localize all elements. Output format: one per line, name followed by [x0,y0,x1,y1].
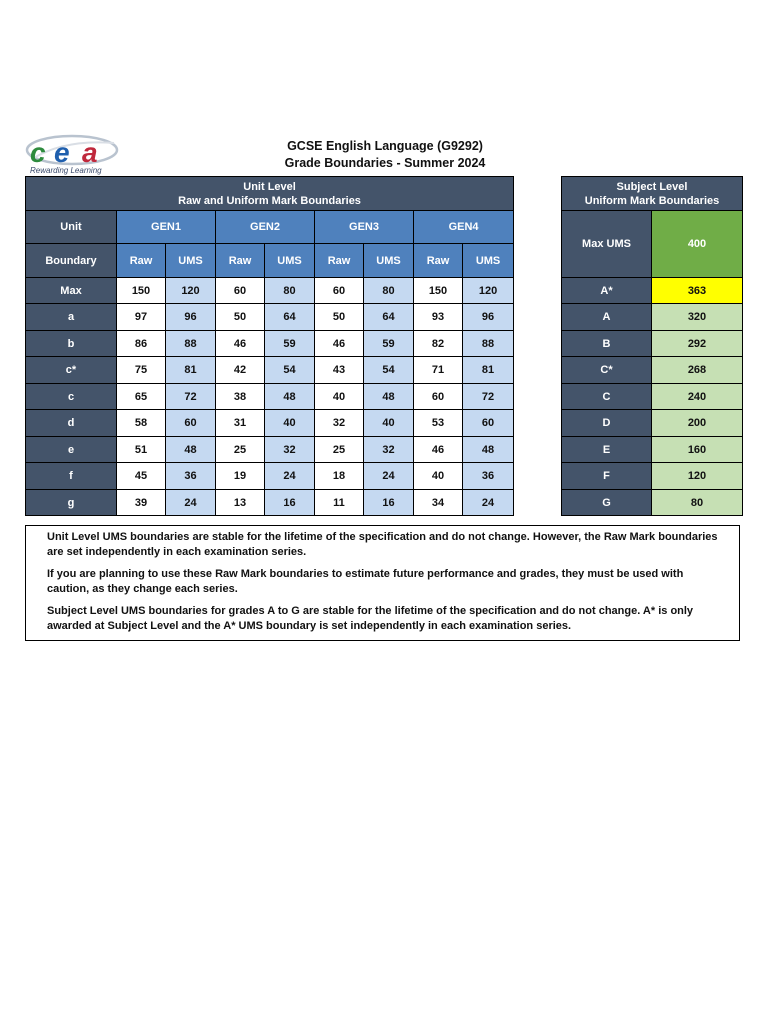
boundary-row [26,437,514,463]
subject-grade-label: E [562,437,652,463]
boundary-row [26,463,514,490]
svg-text:e: e [54,137,70,168]
raw-mark-cell: 40 [315,384,364,410]
ums-mark-cell: 54 [364,357,414,384]
ums-mark-cell: 24 [463,490,514,516]
raw-col-header: Raw [117,244,166,278]
subject-grade-ums: 320 [652,304,743,331]
svg-text:c: c [30,137,46,168]
ums-col-header: UMS [265,244,315,278]
ums-mark-cell: 48 [463,437,514,463]
ums-mark-cell: 120 [166,278,216,304]
raw-mark-cell: 18 [315,463,364,490]
boundary-row [26,304,514,331]
ums-mark-cell: 48 [364,384,414,410]
subject-grade-row [562,410,743,437]
ums-col-header: UMS [166,244,216,278]
subject-grade-row [562,437,743,463]
note-paragraph: Subject Level UMS boundaries for grades A to G are stable for the lifetime of the specification and do not change. A* is only awarded at Subject Level and the A* UMS boundary is set independently in each examination series. [47,605,694,632]
raw-mark-cell: 19 [216,463,265,490]
subject-grade-row [562,357,743,384]
raw-mark-cell: 75 [117,357,166,384]
raw-mark-cell: 53 [414,410,463,437]
raw-mark-cell: 46 [216,331,265,357]
raw-mark-cell: 13 [216,490,265,516]
raw-mark-cell: 46 [315,331,364,357]
ums-mark-cell: 64 [364,304,414,331]
subject-grade-ums: 80 [652,490,743,516]
raw-mark-cell: 42 [216,357,265,384]
unit-gen4: GEN4 [414,211,514,244]
ums-mark-cell: 59 [364,331,414,357]
boundary-row-label: c* [26,357,117,384]
subject-grade-ums: 363 [652,278,743,304]
ums-mark-cell: 48 [166,437,216,463]
subject-grade-row [562,278,743,304]
boundary-row [26,278,514,304]
raw-mark-cell: 150 [117,278,166,304]
subject-grade-label: A* [562,278,652,304]
unit-gen1: GEN1 [117,211,216,244]
max-ums-value: 400 [652,211,743,278]
boundary-row-label: f [26,463,117,490]
ums-mark-cell: 54 [265,357,315,384]
boundary-row-label: g [26,490,117,516]
ums-mark-cell: 48 [265,384,315,410]
subject-grade-label: B [562,331,652,357]
unit-gen3: GEN3 [315,211,414,244]
boundary-row-label: Max [26,278,117,304]
raw-mark-cell: 51 [117,437,166,463]
subject-grade-label: D [562,410,652,437]
boundary-row [26,410,514,437]
raw-mark-cell: 39 [117,490,166,516]
subject-grade-row [562,490,743,516]
raw-mark-cell: 38 [216,384,265,410]
subject-grade-row [562,304,743,331]
raw-mark-cell: 50 [315,304,364,331]
ums-mark-cell: 60 [166,410,216,437]
ums-mark-cell: 60 [463,410,514,437]
ums-mark-cell: 88 [463,331,514,357]
subject-grade-ums: 268 [652,357,743,384]
ums-mark-cell: 16 [364,490,414,516]
ums-mark-cell: 24 [166,490,216,516]
raw-mark-cell: 86 [117,331,166,357]
page-title [220,138,550,172]
note-paragraph: Unit Level UMS boundaries are stable for the lifetime of the specification and do not change. However, the Raw Mark boundaries are set independently in each examination series. [47,531,718,558]
ums-mark-cell: 81 [166,357,216,384]
raw-mark-cell: 60 [216,278,265,304]
raw-mark-cell: 45 [117,463,166,490]
subject-grade-row [562,384,743,410]
boundary-row-label: a [26,304,117,331]
subject-grade-label: C [562,384,652,410]
unit-label: Unit [26,211,117,244]
ums-mark-cell: 120 [463,278,514,304]
unit-level-header-line2: Raw and Uniform Mark Boundaries [178,194,361,207]
boundary-row [26,357,514,384]
ums-mark-cell: 32 [265,437,315,463]
ums-col-header: UMS [463,244,514,278]
boundary-label: Boundary [26,244,117,278]
ums-mark-cell: 36 [463,463,514,490]
subject-grade-row [562,463,743,490]
subject-grade-label: G [562,490,652,516]
logo-tagline: Rewarding Learning [30,166,102,175]
ums-mark-cell: 80 [265,278,315,304]
raw-mark-cell: 60 [414,384,463,410]
title-line-2: Grade Boundaries - Summer 2024 [284,156,486,170]
subject-grade-ums: 200 [652,410,743,437]
unit-level-header [26,177,514,211]
ums-mark-cell: 96 [166,304,216,331]
ums-mark-cell: 40 [364,410,414,437]
unit-gen2: GEN2 [216,211,315,244]
boundary-row [26,490,514,516]
subject-grade-ums: 120 [652,463,743,490]
raw-mark-cell: 34 [414,490,463,516]
ums-mark-cell: 81 [463,357,514,384]
raw-mark-cell: 50 [216,304,265,331]
raw-mark-cell: 60 [315,278,364,304]
raw-col-header: Raw [315,244,364,278]
raw-mark-cell: 150 [414,278,463,304]
boundary-row [26,331,514,357]
ums-mark-cell: 72 [463,384,514,410]
ums-col-header: UMS [364,244,414,278]
boundary-row-label: c [26,384,117,410]
raw-mark-cell: 31 [216,410,265,437]
subject-grade-row [562,331,743,357]
raw-mark-cell: 43 [315,357,364,384]
ums-mark-cell: 40 [265,410,315,437]
raw-mark-cell: 93 [414,304,463,331]
ums-mark-cell: 59 [265,331,315,357]
subject-level-header [562,177,743,211]
ums-mark-cell: 24 [364,463,414,490]
raw-mark-cell: 25 [315,437,364,463]
raw-mark-cell: 65 [117,384,166,410]
raw-mark-cell: 97 [117,304,166,331]
raw-col-header: Raw [414,244,463,278]
ums-mark-cell: 72 [166,384,216,410]
subject-grade-ums: 240 [652,384,743,410]
unit-level-table [25,176,514,516]
raw-mark-cell: 32 [315,410,364,437]
ums-mark-cell: 36 [166,463,216,490]
ums-mark-cell: 88 [166,331,216,357]
boundary-row-label: e [26,437,117,463]
max-ums-label: Max UMS [562,211,652,278]
ums-mark-cell: 96 [463,304,514,331]
notes-box [25,525,740,641]
svg-text:a: a [82,137,98,168]
subject-level-table [561,176,743,516]
raw-mark-cell: 46 [414,437,463,463]
subject-level-header-line1: Subject Level [616,180,688,193]
subject-grade-label: F [562,463,652,490]
ums-mark-cell: 80 [364,278,414,304]
raw-mark-cell: 40 [414,463,463,490]
subject-level-header-line2: Uniform Mark Boundaries [584,194,720,207]
subject-grade-ums: 292 [652,331,743,357]
unit-level-header-line1: Unit Level [243,180,296,193]
subject-grade-label: C* [562,357,652,384]
boundary-row-label: d [26,410,117,437]
subject-grade-ums: 160 [652,437,743,463]
title-line-1: GCSE English Language (G9292) [287,139,483,153]
raw-mark-cell: 58 [117,410,166,437]
subject-grade-label: A [562,304,652,331]
ums-mark-cell: 24 [265,463,315,490]
ums-mark-cell: 64 [265,304,315,331]
raw-mark-cell: 25 [216,437,265,463]
ums-mark-cell: 16 [265,490,315,516]
boundary-row-label: b [26,331,117,357]
ums-mark-cell: 32 [364,437,414,463]
boundary-row [26,384,514,410]
raw-mark-cell: 71 [414,357,463,384]
raw-mark-cell: 11 [315,490,364,516]
note-paragraph: If you are planning to use these Raw Mark boundaries to estimate future performance and grades, they must be used with caution, as they change each series. [47,568,684,595]
raw-mark-cell: 82 [414,331,463,357]
raw-col-header: Raw [216,244,265,278]
